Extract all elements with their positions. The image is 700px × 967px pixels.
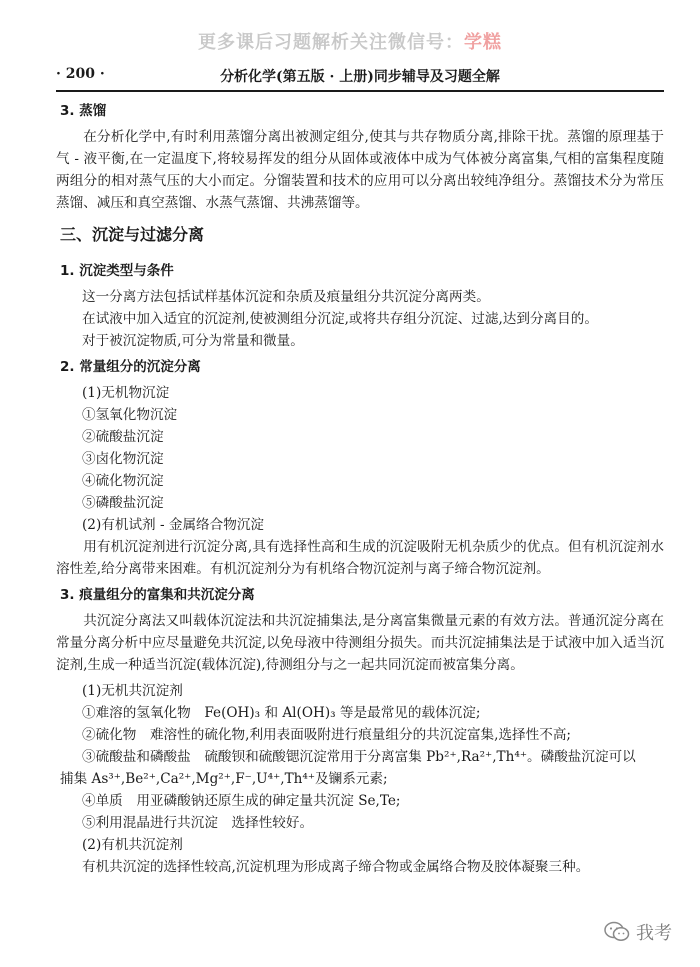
watermark-text: 我考	[636, 923, 672, 944]
wechat-icon	[604, 921, 630, 943]
organic-coprecipitant-subheading: (2)有机共沉淀剂	[82, 837, 183, 853]
organic-reagent-paragraph: 用有机沉淀剂进行沉淀分离,具有选择性高和生成的沉淀吸附无机杂质少的优点。但有机沉淀剂水溶性差,给分离带来困难。有机沉淀剂分为有机络合物沉淀剂与离子缔合物沉淀剂。	[56, 539, 664, 577]
list-item: ③卤化物沉淀	[82, 451, 164, 467]
precipitation-types-line-2: 在试液中加入适宜的沉淀剂,使被测组分沉淀,或将共存组分沉淀、过滤,达到分离目的。	[82, 311, 598, 327]
trace-enrichment-heading: 3. 痕量组分的富集和共沉淀分离	[60, 587, 255, 603]
inorganic-precipitation-subheading: (1)无机物沉淀	[82, 385, 170, 401]
list-item: ④单质 用亚磷酸钠还原生成的砷定量共沉淀 Se,Te;	[82, 793, 401, 809]
list-item: ②硫酸盐沉淀	[82, 429, 164, 445]
constant-separation-heading: 2. 常量组分的沉淀分离	[60, 359, 201, 375]
running-header	[56, 66, 664, 92]
list-item: ⑤磷酸盐沉淀	[82, 495, 164, 511]
list-item: ③硫酸盐和磷酸盐 硫酸钡和硫酸锶沉淀常用于分离富集 Pb²⁺,Ra²⁺,Th⁴⁺。磷酸盐沉淀可以	[82, 749, 636, 765]
banner-text: 更多课后习题解析关注微信号：	[198, 32, 464, 53]
watermark	[604, 919, 672, 945]
page-body	[56, 100, 664, 878]
section-distillation-heading: 3. 蒸馏	[60, 103, 107, 119]
precipitation-types-heading: 1. 沉淀类型与条件	[60, 263, 174, 279]
list-item: ①难溶的氢氧化物 Fe(OH)₃ 和 Al(OH)₃ 等是最常见的载体沉淀;	[82, 705, 481, 721]
precipitation-types-line-3: 对于被沉淀物质,可分为常量和微量。	[82, 333, 304, 349]
list-item-continuation: 捕集 As³⁺,Be²⁺,Ca²⁺,Mg²⁺,F⁻,U⁴⁺,Th⁴⁺及镧系元素;	[60, 771, 388, 787]
list-item: ①氢氧化物沉淀	[82, 407, 178, 423]
section-precipitation-heading: 三、沉淀与过滤分离	[60, 225, 205, 244]
organic-coprecipitant-line: 有机共沉淀的选择性较高,沉淀机理为形成离子缔合物或金属络合物及胶体凝聚三种。	[82, 859, 590, 875]
book-title: 分析化学(第五版 · 上册)同步辅导及习题全解	[220, 69, 500, 85]
precipitation-types-line-1: 这一分离方法包括试样基体沉淀和杂质及痕量组分共沉淀分离两类。	[82, 289, 490, 305]
list-item: ②硫化物 难溶性的硫化物,利用表面吸附进行痕量组分的共沉淀富集,选择性不高;	[82, 727, 572, 743]
promo-banner	[0, 28, 700, 54]
inorganic-coprecipitant-subheading: (1)无机共沉淀剂	[82, 683, 183, 699]
page-number: · 200 ·	[56, 66, 105, 82]
list-item: ⑤利用混晶进行共沉淀 选择性较好。	[82, 815, 314, 831]
banner-accent: 学糕	[464, 32, 502, 53]
organic-reagent-subheading: (2)有机试剂 - 金属络合物沉淀	[82, 517, 265, 533]
distillation-paragraph: 在分析化学中,有时利用蒸馏分离出被测定组分,使其与共存物质分离,排除干扰。蒸馏的原理基于气 - 液平衡,在一定温度下,将较易挥发的组分从固体或液体中成为气体被分离富集,气相的富集程度随两组分的相对蒸气压的大小而定。分馏装置和技术的应用可以分离出较纯净组分。蒸馏技术分为常压蒸馏、减压和真空蒸馏、水蒸气蒸馏、共沸蒸馏等。	[56, 129, 664, 211]
coprecipitation-paragraph: 共沉淀分离法又叫载体沉淀法和共沉淀捕集法,是分离富集微量元素的有效方法。普通沉淀分离在常量分离分析中应尽量避免共沉淀,以免母液中待测组分损失。而共沉淀捕集法是于试液中加入适当沉淀剂,生成一种适当沉淀(载体沉淀),待测组分与之一起共同沉淀而被富集分离。	[56, 613, 664, 673]
list-item: ④硫化物沉淀	[82, 473, 164, 489]
